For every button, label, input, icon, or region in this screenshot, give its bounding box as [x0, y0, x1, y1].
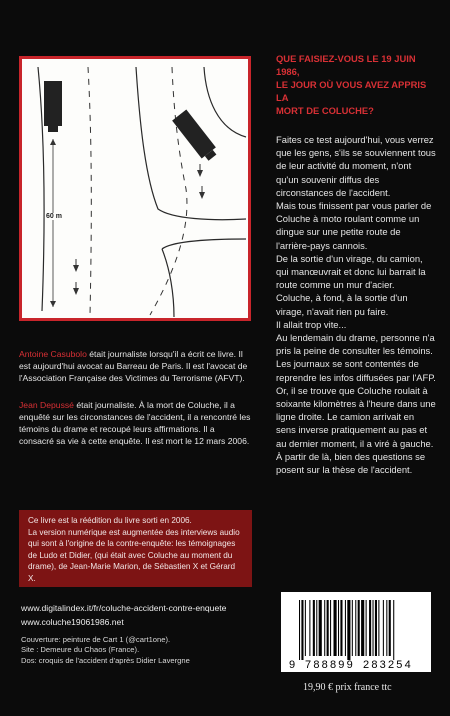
blurb-paragraph: Il allait trop vite... [276, 318, 347, 330]
reedition-notice [19, 510, 252, 587]
barcode-bar [299, 600, 300, 660]
question-line: MORT DE COLUCHE? [276, 105, 374, 116]
barcode-bar [334, 600, 337, 656]
image-credits [21, 635, 190, 666]
barcode-bar [309, 600, 310, 656]
barcode-bar [305, 600, 306, 656]
blurb-question [276, 52, 436, 117]
barcode-bar [316, 600, 317, 656]
blurb-paragraph: Or, il se trouve que Coluche roulait à soixante kilomètres à l'heure dans une ligne droite. Le camion arrivait en sens inverse pratiquement au pas et au dernier moment, il a viré à gauche. [276, 384, 436, 449]
barcode-digits-left: 788899 [305, 659, 355, 671]
credit-line: Dos: croquis de l'accident d'après Didier Lavergne [21, 655, 190, 665]
barcode-bar [366, 600, 367, 656]
barcode-bar [345, 600, 346, 656]
barcode-bar [389, 600, 391, 656]
barcode-digit-prefix: 9 [289, 659, 296, 671]
credit-line: Site : Demeure du Chaos (France). [21, 645, 140, 655]
barcode-bar [386, 600, 387, 656]
barcode-bar [327, 600, 329, 656]
author-bios [19, 348, 251, 461]
credit-line: Couverture: peinture de Cart 1 (@cart1one). [21, 635, 171, 644]
website-link[interactable]: www.digitalindex.it/fr/coluche-accident-contre-enquete [21, 603, 227, 613]
barcode-bar [378, 600, 379, 656]
blurb-paragraph: Faites ce test aujourd'hui, vous verrez que les gens, s'ils se souviennent tous de leur activité du moment, n'ont qu'un souvenir diffus des circonstances de l'accident. [276, 134, 436, 198]
accident-sketch-drawing [22, 59, 248, 318]
blurb-paragraph: Les journaux se sont contentés de reprendre les infos diffusées par l'AFP. [276, 358, 436, 383]
author-name: Jean Depussé [19, 399, 74, 410]
barcode-bar [393, 600, 394, 660]
blurb-paragraph: Au lendemain du drame, personne n'a pris la peine de consulter les témoins. [276, 332, 435, 357]
question-line: QUE FAISIEZ-VOUS LE 19 JUIN 1986, [276, 53, 416, 77]
barcode-bar [338, 600, 339, 656]
barcode-bar [324, 600, 325, 656]
isbn-barcode [281, 592, 431, 672]
accident-sketch [22, 59, 248, 318]
barcode-bar [319, 600, 322, 656]
blurb-paragraph: Coluche, à fond, à la sortie d'un virage, n'avait rien pu faire. [276, 292, 408, 317]
author-bio [19, 399, 251, 448]
author-bio [19, 348, 251, 385]
accident-sketch-frame [19, 56, 251, 321]
barcode-bar [361, 600, 364, 656]
blurb-paragraph: De la sortie d'un virage, du camion, qui manœuvrait et donc lui barrait la route comme un mur d'acier. [276, 252, 426, 291]
question-line: LE JOUR OÙ VOUS AVEZ APPRIS LA [276, 79, 427, 103]
barcode-bar [340, 600, 342, 656]
distance-label: 60 m [46, 213, 62, 220]
barcode-bar [301, 600, 303, 660]
barcode-bar [375, 600, 377, 656]
barcode-bar [355, 600, 356, 656]
barcode-bar [373, 600, 374, 656]
reedition-line: La version numérique est augmentée des interviews audio qui sont à l'origine de la contre-enquête: les témoignages de Ludo et Didier, (qui était avec Coluche au moment du drame), de Jean-Marie Marion, de Sébastien X et Gérard X. [28, 527, 240, 583]
barcode-bar [347, 600, 350, 660]
blurb-paragraph: Mais tous finissent par vous parler de Coluche à moto roulant comme un dingue sur une petite route de l'arrière-pays cannois. [276, 200, 432, 251]
blurb-paragraph: À partir de là, bien des questions se posent sur la thèse de l'accident. [276, 450, 426, 476]
barcode-digits-right: 283254 [363, 659, 413, 671]
web-links [21, 601, 226, 629]
author-bio-text: était journaliste lorsqu'il a écrit ce livre. Il est aujourd'hui avocat au Barreau de Paris. Il est l'avocat de l'Association Française des Victimes du Terrorisme (AFVT). [19, 349, 248, 384]
barcode-bar [358, 600, 360, 656]
barcode-bar [330, 600, 331, 656]
barcode-bar [383, 600, 384, 656]
back-cover-blurb [276, 52, 436, 476]
barcode-bar [369, 600, 371, 656]
website-link[interactable]: www.coluche19061986.net [21, 617, 124, 627]
author-name: Antoine Casubolo [19, 349, 87, 359]
reedition-line: Ce livre est la réédition du livre sorti en 2006. [28, 516, 192, 525]
barcode-graphic [281, 592, 431, 672]
barcode-bar [352, 600, 353, 656]
author-bio-text: était journaliste. À la mort de Coluche, il a enquêté sur les circonstances de l'accident, il a rencontré les témoins du drame et recoupé leurs affirmations. Il a consacré sa vie à cette enquête. Il est mort le 12 mars 2006. [19, 399, 251, 447]
price-label: 19,90 € prix france ttc [303, 682, 392, 693]
barcode-bar [313, 600, 315, 656]
